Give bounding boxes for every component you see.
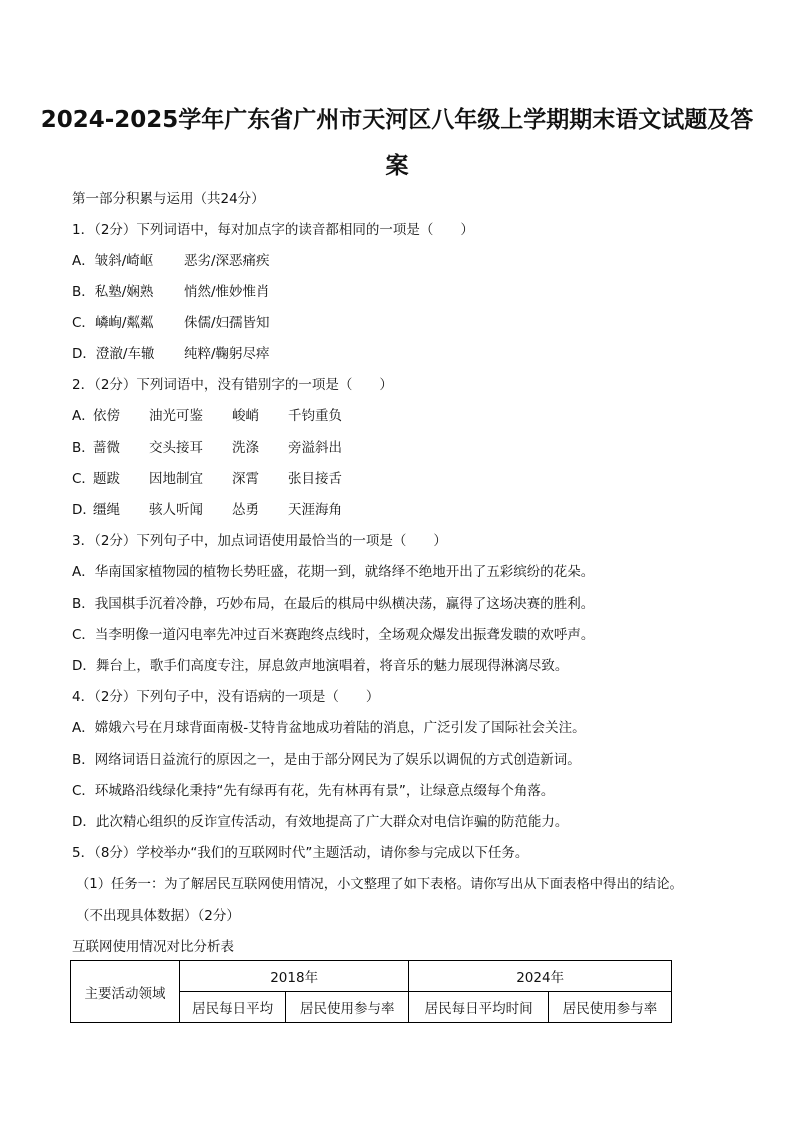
q4-stem: 4．（2分）下列句子中，没有语病的一项是（ ） <box>72 689 380 705</box>
q2-stem: 2．（2分）下列词语中，没有错别字的一项是（ ） <box>72 377 393 393</box>
table-year-2024: 2024年 <box>409 961 672 992</box>
q2-option-d-label: D． <box>72 502 96 518</box>
q2-option-a-label: A． <box>72 408 95 424</box>
q3-option-b: B．我国棋手沉着冷静，巧妙布局，在最后的棋局中纵横决荡，赢得了这场决赛的胜利。 <box>72 596 595 612</box>
q3-option-a: A．华南国家植物园的植物长势旺盛，花期一到，就络绎不绝地开出了五彩缤纷的花朵。 <box>72 564 595 580</box>
q2-option-c-word-1: 题跋 <box>93 471 120 487</box>
option-word: 嶙峋/粼粼 <box>94 315 154 331</box>
q2-option-b-word-3: 洗涤 <box>232 440 259 456</box>
q1-option-b-second: 悄然/惟妙惟肖 <box>184 284 270 300</box>
q2-option-a-word-2: 油光可鉴 <box>149 408 203 424</box>
option-word: 澄澈/车辙 <box>95 346 155 362</box>
q2-option-d-word-2: 骇人听闻 <box>149 502 203 518</box>
q4-option-c: C．环城路沿线绿化秉持“先有绿再有花，先有林再有景”，让绿意点缀每个角落。 <box>72 783 555 799</box>
table-subheader: 居民使用参与率 <box>548 992 671 1023</box>
q2-option-c-word-4: 张目接舌 <box>288 471 342 487</box>
q4-option-d: D．此次精心组织的反诈宣传活动，有效地提高了广大群众对电信诈骗的防范能力。 <box>72 814 569 830</box>
q2-option-a-word-4: 千钧重负 <box>288 408 342 424</box>
q2-option-d-word-1: 缰绳 <box>93 502 120 518</box>
q1-option-a <box>72 249 153 269</box>
q2-option-d-word-3: 怂勇 <box>232 502 259 518</box>
q3-stem: 3．（2分）下列句子中，加点词语使用最恰当的一项是（ ） <box>72 533 447 549</box>
q2-option-c-word-3: 深霄 <box>232 471 259 487</box>
q1-option-d <box>72 342 154 362</box>
table-subheader: 居民每日平均时间 <box>409 992 549 1023</box>
q5-task1-line-1: （1）任务一：为了解居民互联网使用情况，小文整理了如下表格。请你写出从下面表格中得出的结论。 <box>76 877 683 892</box>
internet-usage-table <box>70 960 672 1023</box>
table-subheader: 居民使用参与率 <box>286 992 409 1023</box>
q4-option-b: B．网络词语日益流行的原因之一，是由于部分网民为了娱乐以调侃的方式创造新词。 <box>72 752 581 768</box>
q1-stem: 1．（2分）下列词语中，每对加点字的读音都相同的一项是（ ） <box>72 222 474 238</box>
option-word: 私塾/娴熟 <box>94 284 154 300</box>
section-heading: 第一部分积累与运用（共24分） <box>72 191 265 207</box>
title-line-2: 案 <box>385 153 409 179</box>
option-label: D． <box>72 346 96 362</box>
q2-option-b-word-4: 旁溢斜出 <box>288 440 342 456</box>
q4-option-a: A．嫦娥六号在月球背面南极-艾特肯盆地成功着陆的消息，广泛引发了国际社会关注。 <box>72 720 586 736</box>
table-row-header: 主要活动领域 <box>71 961 180 1023</box>
q3-option-d: D．舞台上，歌手们高度专注，屏息敛声地演唱着，将音乐的魅力展现得淋漓尽致。 <box>72 658 569 674</box>
q2-option-b-label: B． <box>72 440 95 456</box>
page-title <box>40 97 754 189</box>
q1-option-a-second: 恶劣/深恶痛疾 <box>184 253 270 269</box>
table-year-2018: 2018年 <box>180 961 409 992</box>
q1-option-b <box>72 280 153 300</box>
q5-stem: 5．（8分）学校举办“我们的互联网时代”主题活动，请你参与完成以下任务。 <box>72 845 529 861</box>
q1-option-c-second: 侏儒/妇孺皆知 <box>184 315 270 331</box>
option-label: B． <box>72 284 95 300</box>
option-word: 皱斜/崎岖 <box>94 253 154 269</box>
q2-option-a-word-3: 峻峭 <box>232 408 259 424</box>
q1-option-d-second: 纯粹/鞠躬尽瘁 <box>184 346 270 362</box>
q5-task1-line-2: （不出现具体数据）（2分） <box>76 908 240 924</box>
q2-option-b-word-2: 交头接耳 <box>149 440 203 456</box>
title-line-1: 2024-2025学年广东省广州市天河区八年级上学期期末语文试题及答 <box>40 107 754 133</box>
table-subheader: 居民每日平均 <box>180 992 286 1023</box>
q2-option-d-word-4: 天涯海角 <box>288 502 342 518</box>
q2-option-a-word-1: 依傍 <box>93 408 120 424</box>
option-label: C． <box>72 315 95 331</box>
q2-option-c-word-2: 因地制宜 <box>149 471 203 487</box>
q3-option-c: C．当李明像一道闪电率先冲过百米赛跑终点线时，全场观众爆发出振聋发聩的欢呼声。 <box>72 627 595 643</box>
option-label: A． <box>72 253 95 269</box>
q2-option-c-label: C． <box>72 471 95 487</box>
q2-option-b-word-1: 蔷微 <box>93 440 120 456</box>
q1-option-c <box>72 311 154 331</box>
table-caption: 互联网使用情况对比分析表 <box>72 939 234 955</box>
